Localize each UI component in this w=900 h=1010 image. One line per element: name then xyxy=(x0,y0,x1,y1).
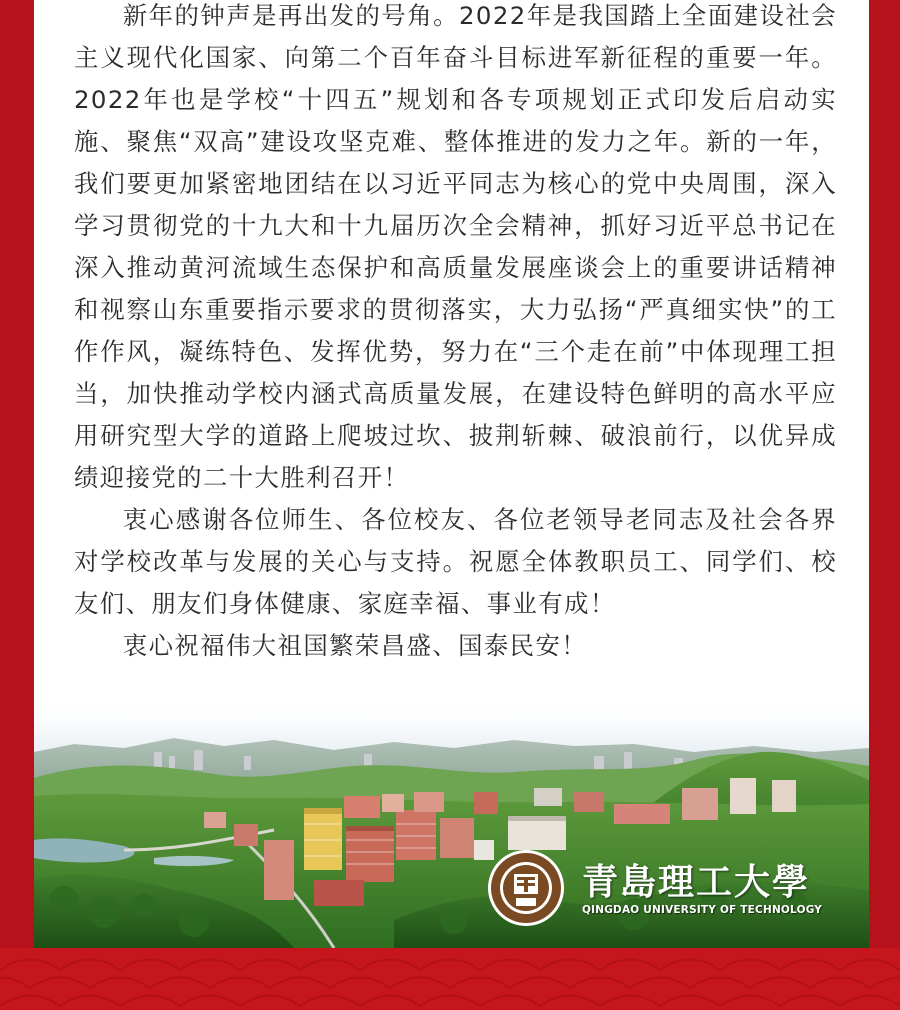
paragraph-thanks: 衷心感谢各位师生、各位校友、各位老领导老同志及社会各界对学校改革与发展的关心与支持。祝愿全体教职员工、同学们、校友们、朋友们身体健康、家庭幸福、事业有成！ xyxy=(74,505,837,618)
wave-pattern-band xyxy=(0,948,900,1010)
image-fade xyxy=(34,700,869,740)
paragraph-blessing: 衷心祝福伟大祖国繁荣昌盛、国泰民安！ xyxy=(122,631,588,660)
letter-paper xyxy=(34,0,869,948)
university-name-en: QINGDAO UNIVERSITY OF TECHNOLOGY xyxy=(582,904,823,916)
paragraph-new-year: 新年的钟声是再出发的号角。2022年是我国踏上全面建设社会主义现代化国家、向第二个百年奋斗目标进军新征程的重要一年。2022年也是学校“十四五”规划和各专项规划正式印发后启动实施、聚焦“双高”建设攻坚克难、整体推进的发力之年。新的一年，我们要更加紧密地团结在以习近平同志为核心的党中央周围，深入学习贯彻党的十九大和十九届历次全会精神，抓好习近平总书记在深入推动黄河流域生态保护和高质量发展座谈会上的重要讲话精神和视察山东重要指示要求的贯彻落实，大力弘扬“严真细实快”的工作作风，凝练特色、发挥优势，努力在“三个走在前”中体现理工担当，加快推动学校内涵式高质量发展，在建设特色鲜明的高水平应用研究型大学的道路上爬坡过坎、披荆斩棘、破浪前行，以优异成绩迎接党的二十大胜利召开！ xyxy=(74,1,837,492)
university-name-cn: 青島理工大學 xyxy=(582,861,811,903)
university-logo xyxy=(486,848,826,928)
letter-body xyxy=(74,0,837,667)
university-seal-icon xyxy=(486,848,566,928)
